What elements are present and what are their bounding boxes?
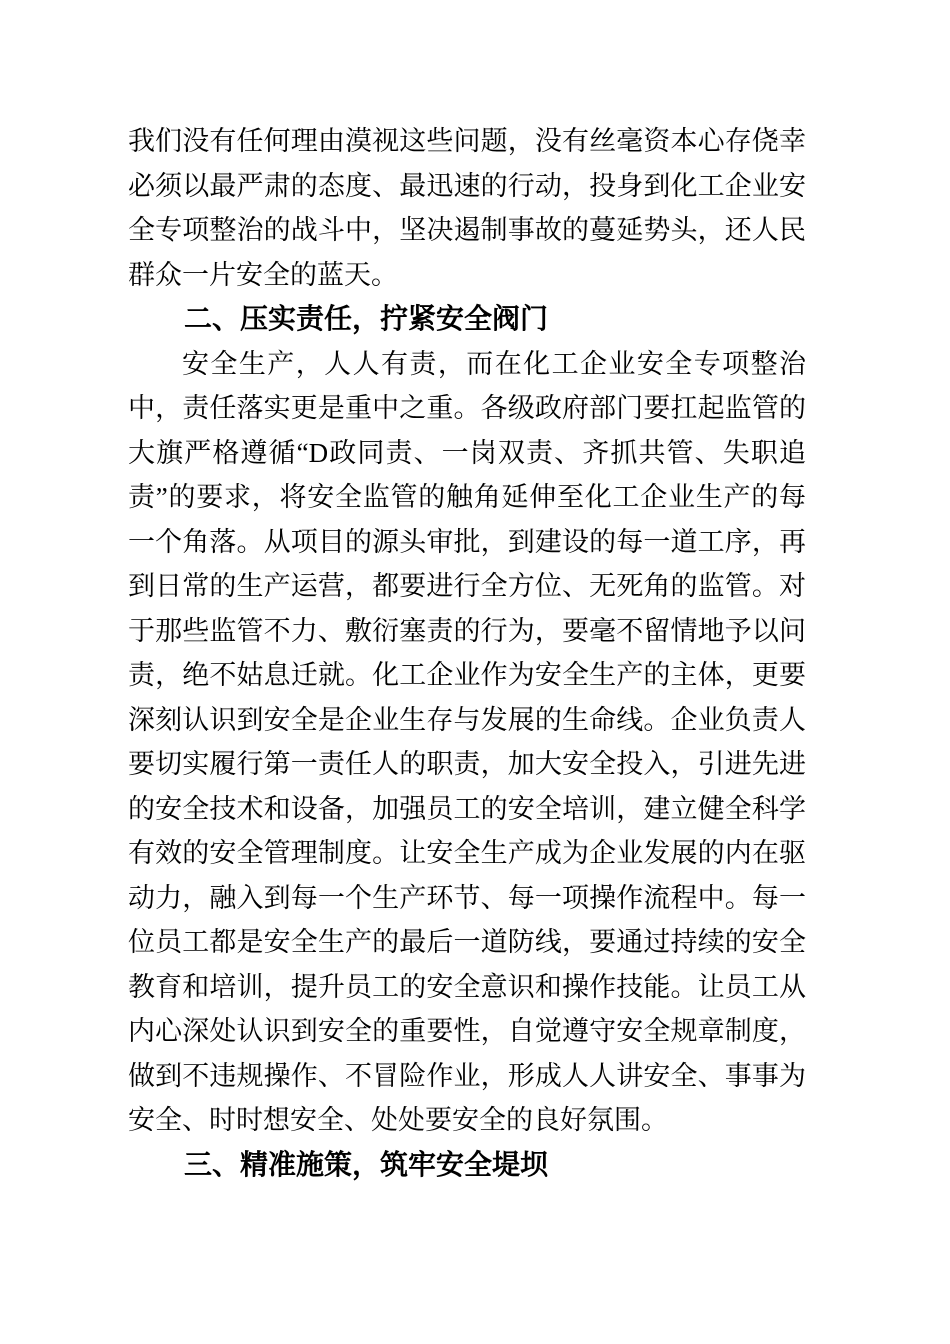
section-heading-2: 二、压实责任，拧紧安全阀门 [184, 303, 549, 334]
paragraph-section-2-body: 安全生产，人人有责，而在化工企业安全专项整治中，责任落实更是重中之重。各级政府部门要扛起监管的大旗严格遵循“D政同责、一岗双责、齐抓共管、失职追责”的要求，将安全监管的触角延伸至化工企业生产的每一个角落。从项目的源头审批，到建设的每一道工序，再到日常的生产运营，都要进行全方位、无死角的监管。对于那些监管不力、敷衍塞责的行为，要毫不留情地予以问责，绝不姑息迁就。化工企业作为安全生产的主体，更要深刻认识到安全是企业生存与发展的生命线。企业负责人要切实履行第一责任人的职责，加大安全投入，引进先进的安全技术和设备，加强员工的安全培训，建立健全科学有效的安全管理制度。让安全生产成为企业发展的内在驱动力，融入到每一个生产环节、每一项操作流程中。每一位员工都是安全生产的最后一道防线，要通过持续的安全教育和培训，提升员工的安全意识和操作技能。让员工从内心深处认识到安全的重要性，自觉遵守安全规章制度，做到不违规操作、不冒险作业，形成人人讲安全、事事为安全、时时想安全、处处要安全的良好氛围。 [128, 348, 806, 1135]
document-body [128, 119, 806, 1187]
paragraph-continuation: 我们没有任何理由漠视这些问题，没有丝毫资本心存侥幸必须以最严肃的态度、最迅速的行动，投身到化工企业安全专项整治的战斗中，坚决遏制事故的蔓延势头，还人民群众一片安全的蓝天。 [128, 126, 806, 290]
section-heading-3: 三、精准施策，筑牢安全堤坝 [184, 1148, 549, 1180]
